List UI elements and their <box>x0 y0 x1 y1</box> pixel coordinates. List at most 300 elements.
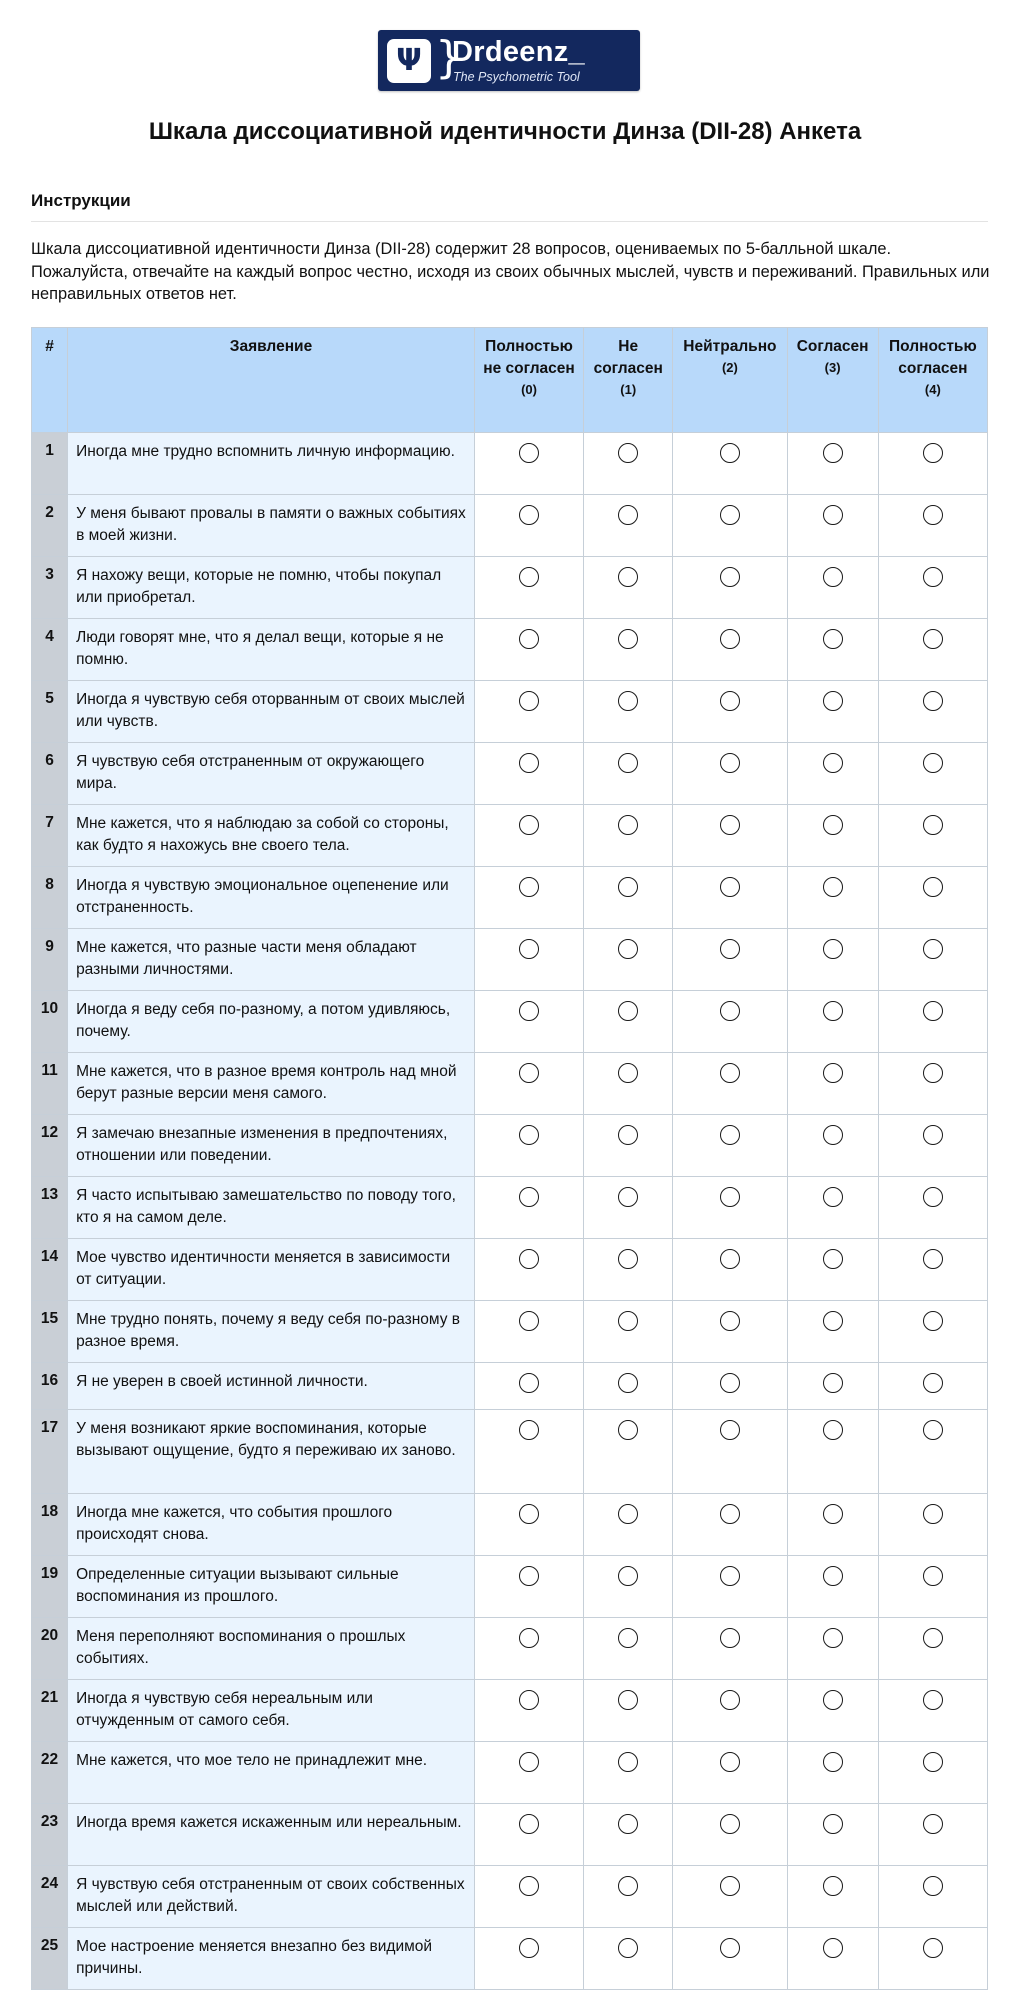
answer-cell <box>878 1115 987 1177</box>
answer-radio[interactable] <box>519 1187 539 1207</box>
answer-cell <box>474 1556 583 1618</box>
question-number: 20 <box>32 1618 68 1680</box>
answer-cell <box>584 1410 673 1494</box>
answer-cell <box>584 1680 673 1742</box>
answer-cell <box>787 1494 878 1556</box>
answer-radio[interactable] <box>923 443 943 463</box>
answer-radio[interactable] <box>720 939 740 959</box>
answer-cell <box>878 1494 987 1556</box>
answer-cell <box>787 1410 878 1494</box>
answer-cell <box>787 495 878 557</box>
answer-radio[interactable] <box>618 1187 638 1207</box>
header-option: Нейтрально (2) <box>673 328 787 433</box>
answer-radio[interactable] <box>519 1125 539 1145</box>
answer-radio[interactable] <box>618 877 638 897</box>
answer-radio[interactable] <box>618 1566 638 1586</box>
table-row <box>32 1866 988 1928</box>
answer-cell <box>673 1301 787 1363</box>
question-statement: Я не уверен в своей истинной личности. <box>68 1363 475 1410</box>
answer-cell <box>878 1556 987 1618</box>
answer-radio[interactable] <box>720 629 740 649</box>
answer-radio[interactable] <box>720 815 740 835</box>
answer-cell <box>787 1301 878 1363</box>
answer-radio[interactable] <box>923 1373 943 1393</box>
brace-icon: } <box>435 32 463 83</box>
answer-cell <box>673 1363 787 1410</box>
answer-radio[interactable] <box>618 1814 638 1834</box>
answer-radio[interactable] <box>618 1876 638 1896</box>
answer-cell <box>878 1301 987 1363</box>
answer-radio[interactable] <box>823 815 843 835</box>
answer-radio[interactable] <box>720 1504 740 1524</box>
answer-cell <box>787 1556 878 1618</box>
answer-cell <box>673 1177 787 1239</box>
answer-radio[interactable] <box>618 1001 638 1021</box>
answer-radio[interactable] <box>923 1938 943 1958</box>
answer-radio[interactable] <box>720 1566 740 1586</box>
answer-radio[interactable] <box>519 1420 539 1440</box>
answer-radio[interactable] <box>618 1063 638 1083</box>
answer-radio[interactable] <box>519 1504 539 1524</box>
table-row <box>32 1742 988 1804</box>
answer-radio[interactable] <box>720 1876 740 1896</box>
answer-cell <box>878 1742 987 1804</box>
answer-radio[interactable] <box>923 877 943 897</box>
answer-radio[interactable] <box>823 1752 843 1772</box>
table-row <box>32 1053 988 1115</box>
answer-radio[interactable] <box>618 1125 638 1145</box>
answer-radio[interactable] <box>519 1373 539 1393</box>
answer-cell <box>474 991 583 1053</box>
answer-radio[interactable] <box>823 753 843 773</box>
answer-cell <box>673 1053 787 1115</box>
answer-radio[interactable] <box>823 691 843 711</box>
question-statement: Мое настроение меняется внезапно без видимой причины. <box>68 1928 475 1990</box>
question-number: 3 <box>32 557 68 619</box>
table-row <box>32 1680 988 1742</box>
answer-cell <box>474 557 583 619</box>
question-number: 4 <box>32 619 68 681</box>
answer-cell <box>474 1618 583 1680</box>
answer-cell <box>673 929 787 991</box>
question-statement: Я чувствую себя отстраненным от окружающего мира. <box>68 743 475 805</box>
answer-radio[interactable] <box>720 1249 740 1269</box>
answer-radio[interactable] <box>823 1187 843 1207</box>
answer-radio[interactable] <box>923 1249 943 1269</box>
table-row <box>32 805 988 867</box>
answer-radio[interactable] <box>519 1063 539 1083</box>
answer-cell <box>584 1928 673 1990</box>
answer-cell <box>878 1363 987 1410</box>
answer-radio[interactable] <box>923 753 943 773</box>
question-number: 25 <box>32 1928 68 1990</box>
table-row <box>32 1618 988 1680</box>
answer-radio[interactable] <box>618 691 638 711</box>
answer-radio[interactable] <box>519 567 539 587</box>
question-number: 6 <box>32 743 68 805</box>
answer-radio[interactable] <box>519 939 539 959</box>
answer-radio[interactable] <box>923 1814 943 1834</box>
answer-radio[interactable] <box>923 1566 943 1586</box>
answer-radio[interactable] <box>923 1125 943 1145</box>
answer-radio[interactable] <box>823 629 843 649</box>
question-statement: Я замечаю внезапные изменения в предпочтениях, отношении или поведении. <box>68 1115 475 1177</box>
answer-radio[interactable] <box>823 877 843 897</box>
header-number: # <box>32 328 68 433</box>
answer-cell <box>787 1618 878 1680</box>
answer-radio[interactable] <box>923 505 943 525</box>
question-number: 7 <box>32 805 68 867</box>
answer-cell <box>584 1742 673 1804</box>
answer-radio[interactable] <box>720 1690 740 1710</box>
answer-radio[interactable] <box>618 629 638 649</box>
answer-cell <box>673 433 787 495</box>
question-number: 10 <box>32 991 68 1053</box>
answer-radio[interactable] <box>618 505 638 525</box>
answer-radio[interactable] <box>618 1373 638 1393</box>
answer-cell <box>474 1177 583 1239</box>
question-statement: Иногда я чувствую себя оторванным от своих мыслей или чувств. <box>68 681 475 743</box>
question-statement: Мне трудно понять, почему я веду себя по-разному в разное время. <box>68 1301 475 1363</box>
answer-radio[interactable] <box>720 1752 740 1772</box>
answer-radio[interactable] <box>720 1001 740 1021</box>
answer-radio[interactable] <box>720 1420 740 1440</box>
divider <box>31 221 988 222</box>
question-statement: Мне кажется, что мое тело не принадлежит мне. <box>68 1742 475 1804</box>
answer-cell <box>787 867 878 929</box>
answer-cell <box>878 1680 987 1742</box>
answer-cell <box>474 1742 583 1804</box>
answer-cell <box>673 619 787 681</box>
answer-radio[interactable] <box>519 1752 539 1772</box>
question-statement: У меня возникают яркие воспоминания, которые вызывают ощущение, будто я переживаю их заново. <box>68 1410 475 1494</box>
answer-cell <box>584 619 673 681</box>
answer-radio[interactable] <box>923 1504 943 1524</box>
answer-cell <box>474 433 583 495</box>
answer-radio[interactable] <box>923 1001 943 1021</box>
answer-cell <box>673 1115 787 1177</box>
answer-cell <box>878 1410 987 1494</box>
answer-radio[interactable] <box>720 567 740 587</box>
answer-radio[interactable] <box>823 1876 843 1896</box>
answer-cell <box>878 495 987 557</box>
answer-radio[interactable] <box>519 629 539 649</box>
answer-cell <box>584 805 673 867</box>
answer-cell <box>584 1866 673 1928</box>
question-statement: Иногда я чувствую себя нереальным или отчужденным от самого себя. <box>68 1680 475 1742</box>
answer-radio[interactable] <box>618 815 638 835</box>
answer-radio[interactable] <box>823 1504 843 1524</box>
question-number: 23 <box>32 1804 68 1866</box>
answer-cell <box>474 1053 583 1115</box>
answer-radio[interactable] <box>923 1876 943 1896</box>
answer-radio[interactable] <box>823 1063 843 1083</box>
answer-radio[interactable] <box>519 1628 539 1648</box>
answer-radio[interactable] <box>720 691 740 711</box>
question-statement: Иногда я чувствую эмоциональное оцепенение или отстраненность. <box>68 867 475 929</box>
answer-cell <box>787 619 878 681</box>
brand-name: Drdeenz_ <box>452 36 585 68</box>
answer-radio[interactable] <box>519 1938 539 1958</box>
table-row <box>32 1115 988 1177</box>
answer-radio[interactable] <box>519 1566 539 1586</box>
answer-radio[interactable] <box>720 1628 740 1648</box>
answer-cell <box>474 805 583 867</box>
answer-cell <box>584 1239 673 1301</box>
answer-radio[interactable] <box>720 505 740 525</box>
answer-radio[interactable] <box>923 1311 943 1331</box>
answer-radio[interactable] <box>823 1373 843 1393</box>
answer-cell <box>878 1804 987 1866</box>
answer-cell <box>584 929 673 991</box>
answer-cell <box>787 1363 878 1410</box>
question-number: 19 <box>32 1556 68 1618</box>
answer-radio[interactable] <box>720 1938 740 1958</box>
answer-radio[interactable] <box>720 753 740 773</box>
answer-cell <box>584 495 673 557</box>
answer-cell <box>878 991 987 1053</box>
questionnaire-table <box>31 327 988 1990</box>
answer-cell <box>673 681 787 743</box>
question-statement: Я нахожу вещи, которые не помню, чтобы покупал или приобретал. <box>68 557 475 619</box>
answer-cell <box>474 1239 583 1301</box>
answer-cell <box>787 1742 878 1804</box>
question-number: 17 <box>32 1410 68 1494</box>
answer-radio[interactable] <box>618 1628 638 1648</box>
answer-cell <box>474 867 583 929</box>
answer-cell <box>787 991 878 1053</box>
answer-radio[interactable] <box>823 1001 843 1021</box>
answer-cell <box>673 1928 787 1990</box>
answer-radio[interactable] <box>720 1311 740 1331</box>
answer-radio[interactable] <box>823 1938 843 1958</box>
answer-radio[interactable] <box>823 1249 843 1269</box>
answer-cell <box>474 1680 583 1742</box>
answer-cell <box>584 1301 673 1363</box>
answer-radio[interactable] <box>823 567 843 587</box>
answer-cell <box>878 681 987 743</box>
header-option: Полностью не согласен (0) <box>474 328 583 433</box>
answer-radio[interactable] <box>519 691 539 711</box>
answer-radio[interactable] <box>519 877 539 897</box>
answer-radio[interactable] <box>519 1311 539 1331</box>
answer-radio[interactable] <box>923 1420 943 1440</box>
answer-cell <box>673 1618 787 1680</box>
answer-cell <box>787 1177 878 1239</box>
answer-radio[interactable] <box>720 1125 740 1145</box>
answer-radio[interactable] <box>720 1814 740 1834</box>
table-row <box>32 743 988 805</box>
answer-cell <box>673 867 787 929</box>
answer-radio[interactable] <box>923 629 943 649</box>
answer-cell <box>787 743 878 805</box>
table-row <box>32 929 988 991</box>
answer-radio[interactable] <box>519 1814 539 1834</box>
instructions-text: Шкала диссоциативной идентичности Динза (DII-28) содержит 28 вопросов, оцениваемых по 5-балльной шкале. Пожалуйста, отвечайте на каждый вопрос честно, исходя из своих обычных мыслей, чувств и переживаний. Правильных или неправильных ответов нет. <box>31 240 990 303</box>
answer-cell <box>787 1115 878 1177</box>
answer-radio[interactable] <box>923 691 943 711</box>
question-statement: Меня переполняют воспоминания о прошлых событиях. <box>68 1618 475 1680</box>
answer-radio[interactable] <box>823 1420 843 1440</box>
answer-radio[interactable] <box>618 1249 638 1269</box>
table-header-row <box>32 328 988 433</box>
answer-radio[interactable] <box>519 753 539 773</box>
answer-radio[interactable] <box>618 1752 638 1772</box>
question-statement: Я часто испытываю замешательство по поводу того, кто я на самом деле. <box>68 1177 475 1239</box>
answer-radio[interactable] <box>618 1504 638 1524</box>
table-row <box>32 1363 988 1410</box>
instructions-heading: Инструкции <box>31 191 131 210</box>
answer-radio[interactable] <box>618 1690 638 1710</box>
question-statement: Мне кажется, что разные части меня обладают разными личностями. <box>68 929 475 991</box>
answer-cell <box>673 805 787 867</box>
answer-radio[interactable] <box>923 1628 943 1648</box>
question-statement: Иногда я веду себя по-разному, а потом удивляюсь, почему. <box>68 991 475 1053</box>
answer-cell <box>584 1053 673 1115</box>
answer-cell <box>584 1618 673 1680</box>
answer-cell <box>878 1928 987 1990</box>
answer-radio[interactable] <box>823 1690 843 1710</box>
answer-cell <box>474 619 583 681</box>
answer-cell <box>584 433 673 495</box>
answer-cell <box>673 1680 787 1742</box>
answer-cell <box>673 1866 787 1928</box>
answer-radio[interactable] <box>923 567 943 587</box>
question-number: 24 <box>32 1866 68 1928</box>
question-number: 11 <box>32 1053 68 1115</box>
answer-cell <box>787 805 878 867</box>
answer-radio[interactable] <box>823 939 843 959</box>
answer-cell <box>584 1494 673 1556</box>
answer-radio[interactable] <box>720 1063 740 1083</box>
answer-radio[interactable] <box>923 1187 943 1207</box>
table-row <box>32 1177 988 1239</box>
answer-radio[interactable] <box>618 1311 638 1331</box>
answer-cell <box>787 1680 878 1742</box>
answer-cell <box>474 1410 583 1494</box>
answer-cell <box>474 1804 583 1866</box>
answer-cell <box>474 1494 583 1556</box>
answer-radio[interactable] <box>519 505 539 525</box>
answer-cell <box>787 1928 878 1990</box>
answer-radio[interactable] <box>519 815 539 835</box>
answer-cell <box>787 557 878 619</box>
question-number: 13 <box>32 1177 68 1239</box>
answer-radio[interactable] <box>823 1311 843 1331</box>
question-statement: У меня бывают провалы в памяти о важных событиях в моей жизни. <box>68 495 475 557</box>
answer-radio[interactable] <box>618 753 638 773</box>
answer-radio[interactable] <box>720 1373 740 1393</box>
page-title: Шкала диссоциативной идентичности Динза (DII-28) Анкета <box>148 118 862 145</box>
answer-radio[interactable] <box>823 1628 843 1648</box>
answer-radio[interactable] <box>519 1876 539 1896</box>
answer-cell <box>584 743 673 805</box>
question-statement: Мне кажется, что я наблюдаю за собой со стороны, как будто я нахожусь вне своего тела. <box>68 805 475 867</box>
answer-cell <box>474 743 583 805</box>
answer-radio[interactable] <box>923 939 943 959</box>
question-number: 22 <box>32 1742 68 1804</box>
table-row <box>32 1556 988 1618</box>
answer-radio[interactable] <box>823 443 843 463</box>
answer-radio[interactable] <box>618 567 638 587</box>
answer-radio[interactable] <box>618 1420 638 1440</box>
answer-cell <box>474 681 583 743</box>
header-option: Полностью согласен (4) <box>878 328 987 433</box>
answer-radio[interactable] <box>823 1566 843 1586</box>
answer-cell <box>584 681 673 743</box>
answer-radio[interactable] <box>823 1125 843 1145</box>
answer-cell <box>878 1239 987 1301</box>
answer-radio[interactable] <box>823 1814 843 1834</box>
table-row <box>32 1804 988 1866</box>
answer-radio[interactable] <box>519 1001 539 1021</box>
answer-cell <box>878 929 987 991</box>
answer-radio[interactable] <box>519 1690 539 1710</box>
answer-radio[interactable] <box>923 1063 943 1083</box>
question-statement: Мне кажется, что в разное время контроль над мной берут разные версии меня самого. <box>68 1053 475 1115</box>
answer-cell <box>673 495 787 557</box>
answer-cell <box>474 1115 583 1177</box>
answer-cell <box>474 1866 583 1928</box>
answer-radio[interactable] <box>618 1938 638 1958</box>
answer-radio[interactable] <box>519 443 539 463</box>
answer-radio[interactable] <box>618 939 638 959</box>
answer-radio[interactable] <box>923 1690 943 1710</box>
answer-cell <box>878 619 987 681</box>
table-row <box>32 1301 988 1363</box>
question-statement: Иногда мне кажется, что события прошлого происходят снова. <box>68 1494 475 1556</box>
answer-cell <box>673 743 787 805</box>
answer-cell <box>787 433 878 495</box>
answer-cell <box>878 557 987 619</box>
answer-cell <box>584 991 673 1053</box>
answer-cell <box>878 1177 987 1239</box>
answer-radio[interactable] <box>720 1187 740 1207</box>
answer-cell <box>673 1804 787 1866</box>
question-number: 18 <box>32 1494 68 1556</box>
answer-cell <box>878 805 987 867</box>
answer-radio[interactable] <box>519 1249 539 1269</box>
question-number: 1 <box>32 433 68 495</box>
answer-cell <box>787 929 878 991</box>
table-row <box>32 1410 988 1494</box>
answer-radio[interactable] <box>720 877 740 897</box>
header-statement: Заявление <box>68 328 475 433</box>
answer-cell <box>878 1618 987 1680</box>
answer-radio[interactable] <box>720 443 740 463</box>
psi-icon: Ψ <box>387 39 431 83</box>
question-number: 21 <box>32 1680 68 1742</box>
answer-radio[interactable] <box>923 815 943 835</box>
answer-cell <box>878 433 987 495</box>
question-statement: Люди говорят мне, что я делал вещи, которые я не помню. <box>68 619 475 681</box>
header-option: Не согласен (1) <box>584 328 673 433</box>
answer-cell <box>584 1177 673 1239</box>
answer-cell <box>673 991 787 1053</box>
table-row <box>32 991 988 1053</box>
answer-cell <box>584 1363 673 1410</box>
answer-cell <box>584 557 673 619</box>
answer-radio[interactable] <box>618 443 638 463</box>
answer-radio[interactable] <box>923 1752 943 1772</box>
answer-cell <box>673 557 787 619</box>
answer-radio[interactable] <box>823 505 843 525</box>
answer-cell <box>673 1494 787 1556</box>
table-row <box>32 619 988 681</box>
brand-tagline: The Psychometric Tool <box>453 70 580 84</box>
answer-cell <box>474 495 583 557</box>
question-number: 8 <box>32 867 68 929</box>
